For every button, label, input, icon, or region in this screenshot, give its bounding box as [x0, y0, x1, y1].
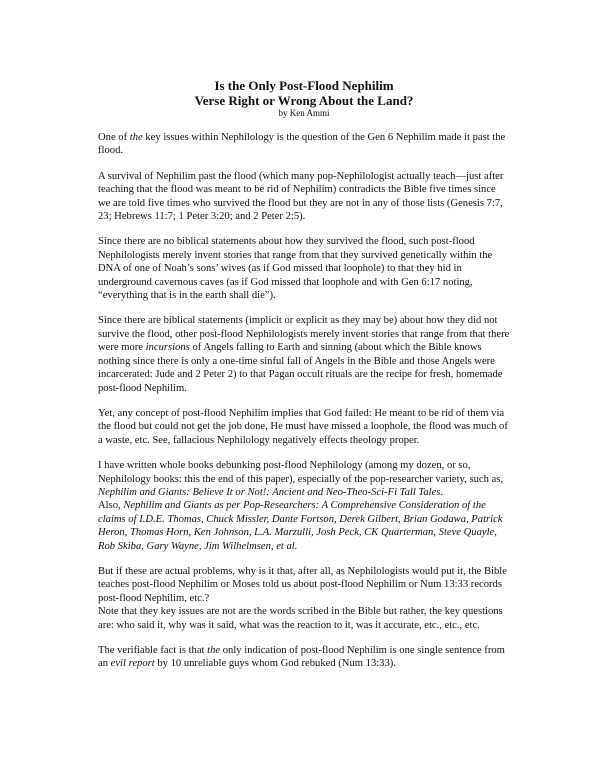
paragraph-2: A survival of Nephilim past the flood (which many pop-Nephilologist actually teach—just after teaching that the flood was meant to be rid of Nephilim) contradicts the Bible five times since we are told five times who survived the flood but they are not in any of those lists (Genesis 7:7, 23; Hebrews 11:7; 1 Peter 3:20; and 2 Peter 2:5). [98, 170, 504, 223]
paragraph-5: Yet, any concept of post-flood Nephilim implies that God failed: He meant to be rid of them via the flood but could not get the job done, He must have missed a loophole, the flood was much of a waste, etc. See, fallacious Nephilology negatively effects theology proper. [98, 407, 508, 446]
paragraph-7a: But if these are actual problems, why is it that, after all, as Nephilologists would put it, the Bible teaches post-flood Nephilim or Moses told us about post-flood Nephilim or Num 13:33 records post-flood Nephilim, etc.? [98, 565, 507, 604]
p6-also: Also, [98, 500, 124, 512]
title-line-1: Is the Only Post-Flood Nephilim [214, 78, 394, 93]
p6-text: I have written whole books debunking post-flood Nephilology (among my dozen, or so, Nephilology books: this the end of this paper), especially of the pop-researcher variety, such as, [98, 460, 503, 485]
p1-text-b: key issues within Nephilology is the question of the Gen 6 Nephilim made it past the flood. [98, 132, 506, 157]
p4-emphasis: incursions [145, 342, 190, 354]
p8-emphasis-2: evil report [110, 658, 155, 670]
p6-period: . [440, 486, 444, 498]
page-title [98, 78, 510, 108]
paragraph-6 [98, 459, 510, 553]
author-byline: by Ken Ammi [278, 108, 330, 118]
p8-text-c: by 10 unreliable guys whom God rebuked (Num 13:33). [154, 658, 396, 670]
title-line-2: Verse Right or Wrong About the Land? [194, 93, 414, 108]
p4-text-b: of Angels falling to Earth and sinning (about which the Bible knows nothing since there is only a one-time sinful fall of Angels in the Bible and those Angels were incarcerated: Jude and 2 Peter 2) to that Pagan occult rituals are the recipe for fresh, homemade post-flood Nephilim. [98, 342, 503, 394]
book-title-1: Nephilim and Giants: Believe It or Not!: Ancient and Neo-Theo-Sci-Fi Tall Tales [98, 486, 441, 498]
p4-text-a: Since there are biblical statements (implicit or explicit as they may be) about how they did not survive the flood, other post-flood Nephilologists merely invent stories that range from that there were more [98, 315, 510, 354]
book-title-2: Nephilim and Giants as per Pop-Researchers: A Comprehensive Consideration of the claims of I.D.E. Thomas, Chuck Missler, Dante Fortson, Derek Gilbert, Brian Godawa, Patrick Heron, Thomas Horn, Ken Johnson, L.A. Marzulli, Josh Peck, CK Quarterman, Steve Quayle, Rob Skiba, Gary Wayne, Jim Wilhelmsen, et al. [98, 500, 503, 552]
paragraph-8 [98, 644, 510, 671]
p8-text-b: only indication of post-flood Nephilim is one single sentence from an [98, 645, 505, 670]
p8-emphasis-1: the [207, 645, 221, 656]
paragraph-4 [98, 314, 510, 394]
paragraph-3: Since there are no biblical statements about how they survived the flood, such post-flood Nephilologists merely invent stories that range from that they survived genetically within the DNA of one of Noah’s sons’ wives (as if God missed that loophole) to that they hid in underground cavernous caves (as if God missed that loophole and with Gen 6:17 noting, “everything that is in the earth shall die”). [98, 236, 493, 302]
paragraph-7b: Note that they key issues are not are the words scribed in the Bible but rather, the key questions are: who said it, why was it said, what was the reaction to it, was it accurate, etc., etc., etc. [98, 606, 503, 631]
p1-text-a: One of [98, 132, 130, 143]
p8-text-a: The verifiable fact is that [98, 645, 208, 656]
paragraph-1 [98, 131, 510, 158]
p1-emphasis: the [129, 132, 143, 143]
